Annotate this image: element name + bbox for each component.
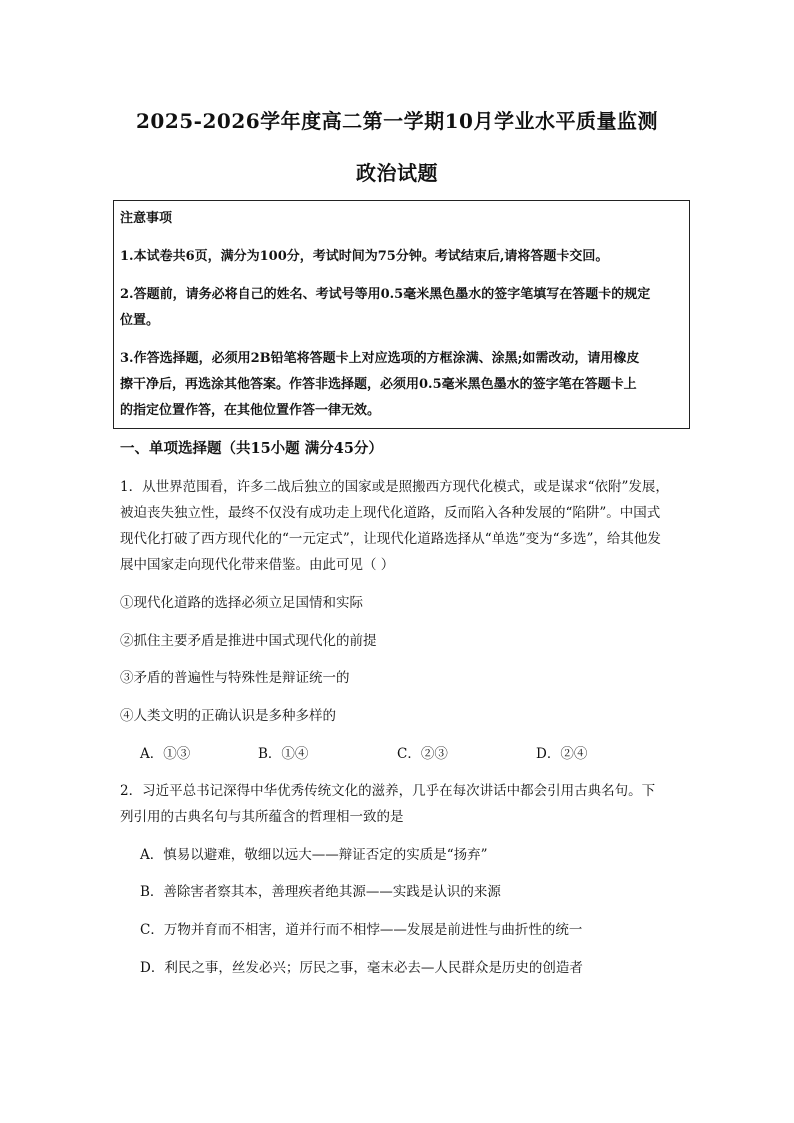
q2-stem-line1: 2．习近平总书记深得中华优秀传统文化的滋养，几乎在每次讲话中都会引用古典名句。下 bbox=[120, 783, 656, 799]
q1-choice-a: A．①③ bbox=[140, 746, 191, 762]
notice-heading: 注意事项 bbox=[120, 211, 173, 226]
q1-stem-line3: 现代化打破了西方现代化的“一元定式”，让现代化道路选择从“单选”变为“多选”，给其他发 bbox=[120, 531, 661, 547]
q1-stem-line2: 被迫丧失独立性，最终不仅没有成功走上现代化道路，反而陷入各种发展的“陷阱”。中国式 bbox=[120, 505, 661, 521]
q1-choice-c: C．②③ bbox=[397, 746, 448, 762]
q1-choice-d: D．②④ bbox=[536, 746, 588, 762]
section-heading: 一、单项选择题（共15小题 满分45分） bbox=[120, 440, 383, 457]
q1-stem-line4: 展中国家走向现代化带来借鉴。由此可见（ ） bbox=[120, 557, 395, 573]
q2-choice-b: B．善除害者察其本，善理疾者绝其源——实践是认识的来源 bbox=[140, 884, 501, 900]
notice-box bbox=[113, 200, 690, 429]
exam-title: 2025-2026学年度高二第一学期10月学业水平质量监测 bbox=[136, 109, 658, 133]
q1-statement-2: ②抓住主要矛盾是推进中国式现代化的前提 bbox=[120, 633, 377, 649]
notice-item-3-line1: 3.作答选择题，必须用2B铅笔将答题卡上对应选项的方框涂满、涂黑;如需改动，请用橡皮 bbox=[120, 351, 640, 366]
q2-choice-c: C．万物并育而不相害，道并行而不相悖——发展是前进性与曲折性的统一 bbox=[140, 922, 583, 938]
notice-item-1: 1.本试卷共6页，满分为100分，考试时间为75分钟。考试结束后,请将答题卡交回。 bbox=[120, 249, 609, 264]
q2-stem-line2: 列引用的古典名句与其所蕴含的哲理相一致的是 bbox=[120, 809, 404, 825]
notice-item-2-line2: 位置。 bbox=[120, 313, 160, 328]
q1-statement-3: ③矛盾的普遍性与特殊性是辩证统一的 bbox=[120, 670, 350, 686]
q2-choice-a: A．慎易以避难，敬细以远大——辩证否定的实质是“扬弃” bbox=[140, 847, 488, 863]
q2-choice-d: D．利民之事，丝发必兴；厉民之事，毫末必去—人民群众是历史的创造者 bbox=[140, 960, 583, 976]
subject-title: 政治试题 bbox=[356, 161, 438, 185]
q1-choice-b: B．①④ bbox=[258, 746, 309, 762]
q1-statement-1: ①现代化道路的选择必须立足国情和实际 bbox=[120, 595, 363, 611]
notice-item-3-line2: 擦干净后，再选涂其他答案。作答非选择题，必须用0.5毫米黑色墨水的签字笔在答题卡上 bbox=[120, 377, 637, 392]
q1-stem-line1: 1．从世界范围看，许多二战后独立的国家或是照搬西方现代化模式，或是谋求“依附”发展， bbox=[120, 479, 669, 495]
notice-item-2-line1: 2.答题前，请务必将自己的姓名、考试号等用0.5毫米黑色墨水的签字笔填写在答题卡的规定 bbox=[120, 287, 651, 302]
q1-statement-4: ④人类文明的正确认识是多种多样的 bbox=[120, 708, 336, 724]
notice-item-3-line3: 的指定位置作答，在其他位置作答一律无效。 bbox=[120, 403, 381, 418]
